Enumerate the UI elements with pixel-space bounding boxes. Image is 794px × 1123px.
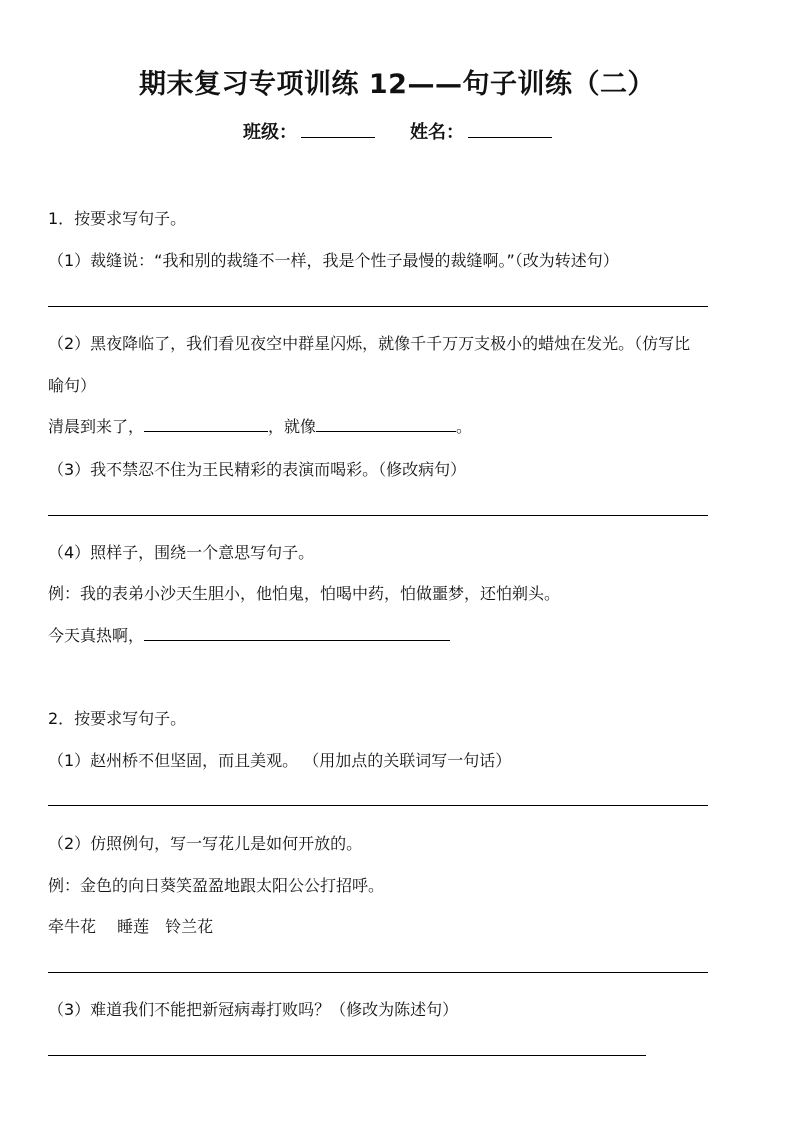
q1-item-1: （1）裁缝说：“我和别的裁缝不一样，我是个性子最慢的裁缝啊。”（改为转述句） <box>48 251 619 270</box>
fill-prefix: 今天真热啊， <box>48 626 145 645</box>
fill-end: 。 <box>456 417 473 436</box>
page-title: 期末复习专项训练 12——句子训练（二） <box>139 69 655 100</box>
q1-item-2-fill <box>48 414 472 437</box>
q1-item-3: （3）我不禁忍不住为王民精彩的表演而喝彩。（修改病句） <box>48 460 467 479</box>
name-field <box>410 118 552 144</box>
q1-item-4-example: 例：我的表弟小沙天生胆小，他怕鬼，怕喝中药，怕做噩梦，还怕剃头。 <box>48 584 561 603</box>
name-label: 姓名： <box>410 122 464 143</box>
fill-prefix: 清晨到来了， <box>48 417 145 436</box>
fill-blank[interactable] <box>144 415 268 432</box>
class-label: 班级： <box>243 122 297 143</box>
q2-heading: 2．按要求写句子。 <box>48 709 187 728</box>
name-blank[interactable] <box>468 121 552 138</box>
q2-item-3: （3）难道我们不能把新冠病毒打败吗？（修改为陈述句） <box>48 1000 459 1019</box>
fill-mid: ，就像 <box>268 417 317 436</box>
q1-item-2: （2）黑夜降临了，我们看见夜空中群星闪烁，就像千千万万支极小的蜡烛在发光。（仿写比 <box>48 334 691 353</box>
q1-heading: 1．按要求写句子。 <box>48 209 187 228</box>
q1-item-4-fill <box>48 623 450 646</box>
fill-blank[interactable] <box>144 624 450 641</box>
q1-item-2-cont: 喻句） <box>48 376 97 395</box>
answer-line[interactable] <box>48 805 708 806</box>
answer-line[interactable] <box>48 1055 646 1056</box>
q2-item-2-example: 例：金色的向日葵笑盈盈地跟太阳公公打招呼。 <box>48 876 385 895</box>
answer-line[interactable] <box>48 972 708 973</box>
q2-item-2-flowers: 牵牛花 睡莲 铃兰花 <box>48 917 214 936</box>
q2-item-2: （2）仿照例句，写一写花儿是如何开放的。 <box>48 834 363 853</box>
class-field <box>243 118 375 144</box>
fill-blank[interactable] <box>316 415 456 432</box>
answer-line[interactable] <box>48 515 708 516</box>
q2-item-1: （1）赵州桥不但坚固，而且美观。 （用加点的关联词写一句话） <box>48 751 512 770</box>
class-blank[interactable] <box>301 121 375 138</box>
answer-line[interactable] <box>48 306 708 307</box>
q1-item-4: （4）照样子，围绕一个意思写句子。 <box>48 543 315 562</box>
